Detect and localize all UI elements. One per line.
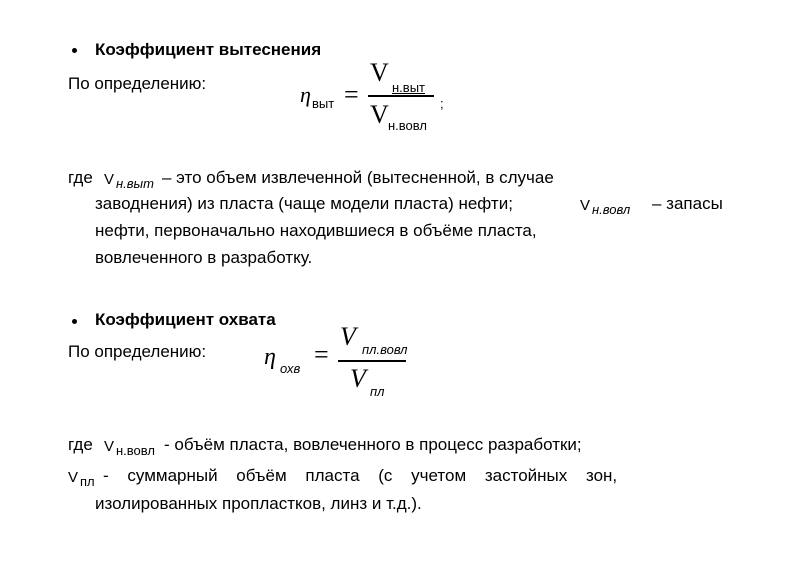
bullet-1 (72, 48, 77, 53)
symbol-v: V (104, 438, 115, 455)
symbol-v: V (580, 197, 591, 214)
where-word: где (68, 168, 93, 187)
equals-sign: = (314, 340, 329, 369)
where-word: где (68, 435, 93, 454)
equals-sign: = (344, 80, 359, 109)
formula-terminator: ; (440, 96, 444, 111)
explanation-line: – запасы (652, 194, 723, 213)
section-title-displacement: Коэффициент вытеснения (95, 40, 322, 59)
eta-symbol: η (264, 344, 276, 370)
bullet-2 (72, 319, 77, 324)
numerator-v: V (340, 322, 356, 351)
definition-label: По определению: (68, 342, 207, 361)
explanation-line: - объём пласта, вовлеченного в процесс разработки; (164, 435, 582, 454)
denominator-subscript: н.вовл (388, 118, 427, 133)
explanation-line: изолированных пропластков, линз и т.д.). (95, 494, 422, 513)
symbol-subscript: н.вовл (592, 202, 631, 217)
symbol-subscript: н.вовл (116, 443, 155, 458)
explanation-line: заводнения) из пласта (чаще модели пласта) нефти; (95, 194, 513, 213)
fraction-bar (368, 95, 434, 97)
definition-label: По определению: (68, 74, 207, 93)
numerator-subscript: пл.вовл (362, 342, 408, 357)
denominator-v: V (350, 364, 366, 393)
symbol-subscript: пл (80, 474, 95, 489)
eta-symbol: η (300, 82, 311, 107)
symbol-v: V (104, 171, 115, 188)
explanation-line: нефти, первоначально находившиеся в объёме пласта, (95, 221, 537, 240)
fraction-bar (338, 360, 406, 362)
denominator-v: V (370, 100, 389, 129)
symbol-v: V (68, 469, 79, 486)
eta-subscript: выт (312, 96, 335, 111)
eta-subscript: охв (280, 361, 301, 376)
denominator-subscript: пл (370, 384, 385, 399)
explanation-line: - суммарный объём пласта (с учетом застойных зон, (103, 466, 618, 485)
section-title-sweep: Коэффициент охвата (95, 310, 276, 329)
symbol-subscript: н.выт (116, 176, 154, 191)
explanation-line: вовлеченного в разработку. (95, 248, 313, 267)
numerator-subscript: н.выт (392, 80, 425, 95)
numerator-v: V (370, 58, 389, 87)
explanation-line: – это объем извлеченной (вытесненной, в случае (162, 168, 554, 187)
